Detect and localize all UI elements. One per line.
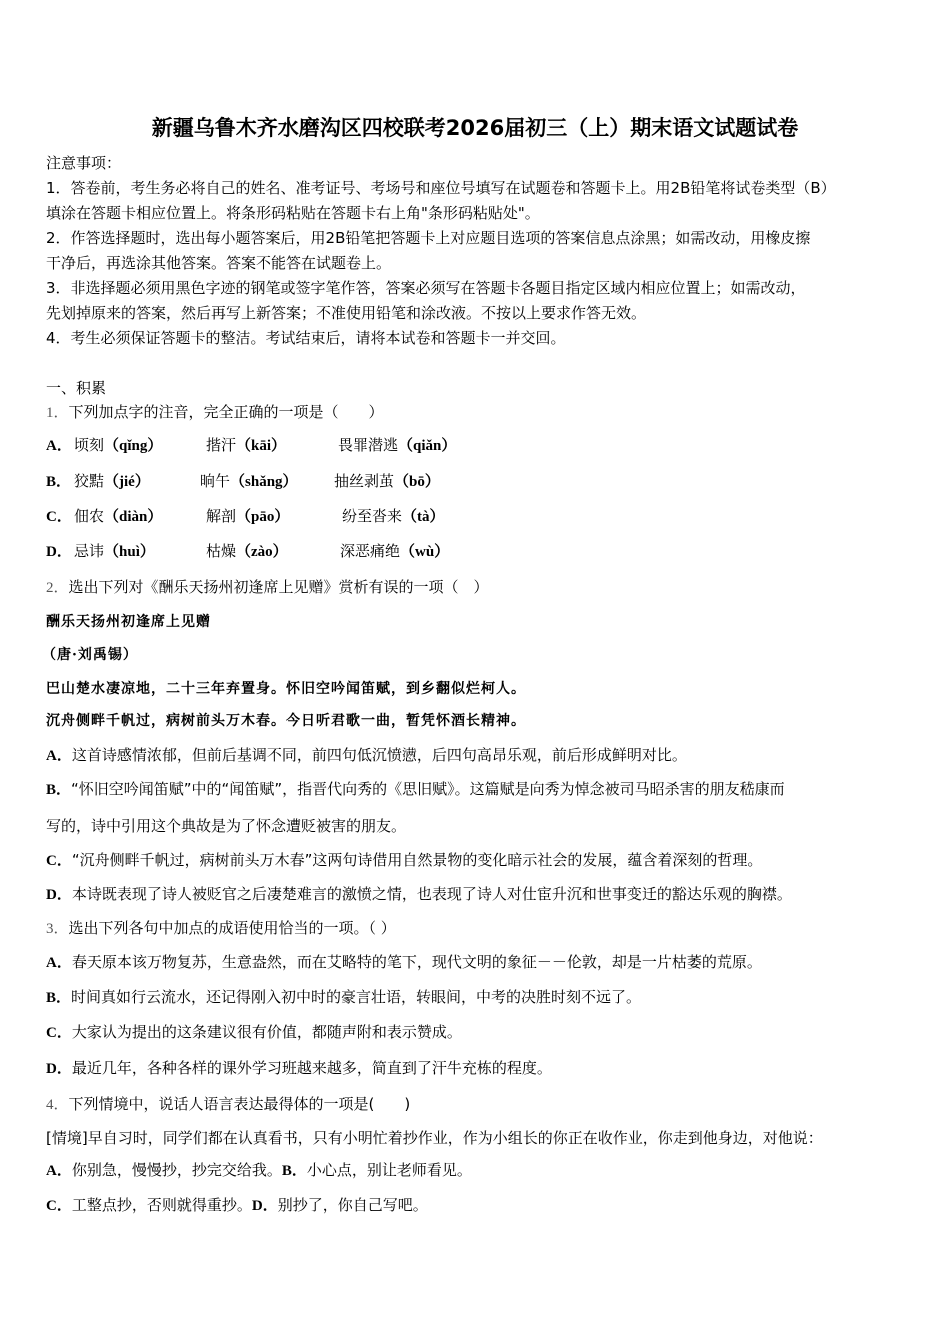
q3-option-a [46, 951, 762, 972]
option-label: C． [46, 1198, 72, 1214]
option-label: A． [46, 955, 72, 971]
notice-line: 干净后，再选涂其他答案。答案不能答在试题卷上。 [46, 254, 392, 272]
option-label: D． [46, 544, 72, 560]
option-pinyin: （qiǎn） [398, 438, 457, 454]
question-3-stem [46, 917, 396, 938]
notice-line: 1．答卷前，考生务必将自己的姓名、准考证号、考场号和座位号填写在试题卷和答题卡上。用2B铅笔将试卷类型（B） [46, 179, 836, 197]
option-pinyin: （jié） [104, 474, 150, 490]
option-text: 工整点抄，否则就得重抄。 [71, 1196, 252, 1214]
option-label: A． [46, 748, 72, 764]
option-label: D． [46, 1061, 72, 1077]
q4-options-cd [46, 1194, 428, 1215]
option-text: 小心点，别让老师看见。 [306, 1161, 472, 1179]
notice-line: 4．考生必须保证答题卡的整洁。考试结束后，请将本试卷和答题卡一并交回。 [46, 329, 566, 347]
option-text: 这首诗感情浓郁，但前后基调不同，前四句低沉愤懑，后四句高昂乐观，前后形成鲜明对比。 [71, 746, 687, 764]
poem-line: 巴山楚水凄凉地，二十三年弃置身。怀旧空吟闻笛赋，到乡翻似烂柯人。 [46, 681, 526, 697]
poem-title: 酬乐天扬州初逢席上见赠 [46, 614, 211, 630]
q2-option-b [46, 778, 785, 799]
question-number: 4． [46, 1097, 69, 1113]
q2-option-d [46, 883, 792, 904]
question-number: 3． [46, 921, 69, 937]
option-text: 你别急，慢慢抄，抄完交给我。 [71, 1161, 282, 1179]
question-4-stem [46, 1093, 410, 1114]
option-text: 时间真如行云流水，还记得刚入初中时的豪言壮语，转眼间，中考的决胜时刻不远了。 [71, 988, 642, 1006]
q3-option-c [46, 1021, 462, 1042]
option-word: 狡黠 [74, 472, 105, 490]
question-number: 2． [46, 580, 69, 596]
question-2-stem [46, 576, 489, 597]
option-pinyin: （tà） [402, 509, 445, 525]
notice-heading: 注意事项： [46, 154, 122, 172]
question-text: 下列情境中，说话人语言表达最得体的一项是( ) [68, 1095, 411, 1113]
option-label: C． [46, 853, 72, 869]
notice-line: 先划掉原来的答案，然后再写上新答案；不准使用铅笔和涂改液。不按以上要求作答无效。 [46, 304, 647, 322]
option-pinyin: （wù） [400, 544, 450, 560]
option-text: 春天原本该万物复苏，生意盎然，而在艾略特的笔下，现代文明的象征－－伦敦，却是一片枯萎的荒原。 [71, 953, 762, 971]
question-text: 选出下列各句中加点的成语使用恰当的一项。（ ） [68, 919, 396, 937]
option-label: A． [46, 438, 72, 454]
option-text: 最近几年，各种各样的课外学习班越来越多，简直到了汗牛充栋的程度。 [71, 1059, 552, 1077]
option-pinyin: （diàn） [104, 509, 163, 525]
notice-line: 2．作答选择题时，选出每小题答案后，用2B铅笔把答题卡上对应题目选项的答案信息点涂黑；如需改动，用橡皮擦 [46, 229, 811, 247]
option-label: D． [46, 887, 72, 903]
option-label: B． [281, 1163, 307, 1179]
poem-author: （唐·刘禹锡） [42, 647, 138, 663]
option-word: 顷刻 [74, 436, 105, 454]
option-pinyin: （pāo） [236, 509, 290, 525]
option-word: 深恶痛绝 [340, 542, 401, 560]
option-label: B． [46, 782, 72, 798]
notice-line: 3．非选择题必须用黑色字迹的钢笔或签字笔作答，答案必须写在答题卡各题目指定区域内相应位置上；如需改动， [46, 279, 806, 297]
q4-options-ab [46, 1159, 472, 1180]
option-word: 纷至沓来 [342, 507, 403, 525]
exam-title: 新疆乌鲁木齐水磨沟区四校联考2026届初三（上）期末语文试题试卷 [151, 116, 799, 140]
option-label: B． [46, 990, 72, 1006]
q2-option-a [46, 744, 687, 765]
option-label: C． [46, 509, 72, 525]
option-word: 揩汗 [206, 436, 237, 454]
option-text: “怀旧空吟闻笛赋”中的“闻笛赋”，指晋代向秀的《思旧赋》。这篇赋是向秀为悼念被司马昭杀害的朋友嵇康而 [71, 780, 785, 798]
option-pinyin: （kāi） [236, 438, 287, 454]
option-text: “沉舟侧畔千帆过，病树前头万木春”这两句诗借用自然景物的变化暗示社会的发展，蕴含着深刻的哲理。 [71, 851, 763, 869]
question-text: 选出下列对《酬乐天扬州初逢席上见赠》赏析有误的一项（ ） [68, 578, 489, 596]
question-number: 1． [46, 405, 69, 421]
option-label: B． [46, 474, 72, 490]
option-pinyin: （shǎng） [230, 474, 298, 490]
question-1-stem [46, 401, 384, 422]
section-heading: 一、积累 [46, 379, 107, 397]
option-word: 晌午 [200, 472, 231, 490]
option-text: 本诗既表现了诗人被贬官之后凄楚难言的激愤之情，也表现了诗人对仕宦升沉和世事变迁的豁达乐观的胸襟。 [71, 885, 792, 903]
option-word: 解剖 [206, 507, 237, 525]
option-word: 畏罪潜逃 [338, 436, 399, 454]
option-label: C． [46, 1025, 72, 1041]
q3-option-b [46, 986, 641, 1007]
option-pinyin: （huì） [104, 544, 155, 560]
question-text: 下列加点字的注音，完全正确的一项是（ ） [68, 403, 384, 421]
option-pinyin: （zào） [236, 544, 288, 560]
option-word: 佃农 [74, 507, 105, 525]
option-word: 抽丝剥茧 [334, 472, 395, 490]
option-text: 大家认为提出的这条建议很有价值，都随声附和表示赞成。 [71, 1023, 462, 1041]
q4-context: [情境]早自习时，同学们都在认真看书，只有小明忙着抄作业，作为小组长的你正在收作业，你走到他身边，对他说： [46, 1129, 823, 1147]
option-label: A． [46, 1163, 72, 1179]
option-word: 忌讳 [74, 542, 105, 560]
q2-option-b-continued: 写的，诗中引用这个典故是为了怀念遭贬被害的朋友。 [46, 817, 407, 835]
option-pinyin: （bō） [394, 474, 440, 490]
option-word: 枯燥 [206, 542, 237, 560]
option-label: D． [251, 1198, 278, 1214]
poem-line: 沉舟侧畔千帆过，病树前头万木春。今日听君歌一曲，暂凭怀酒长精神。 [46, 713, 526, 729]
q2-option-c [46, 849, 762, 870]
notice-line: 填涂在答题卡相应位置上。将条形码粘贴在答题卡右上角"条形码粘贴处"。 [46, 204, 540, 222]
option-pinyin: （qǐng） [104, 438, 163, 454]
option-text: 别抄了，你自己写吧。 [277, 1196, 428, 1214]
q3-option-d [46, 1057, 552, 1078]
